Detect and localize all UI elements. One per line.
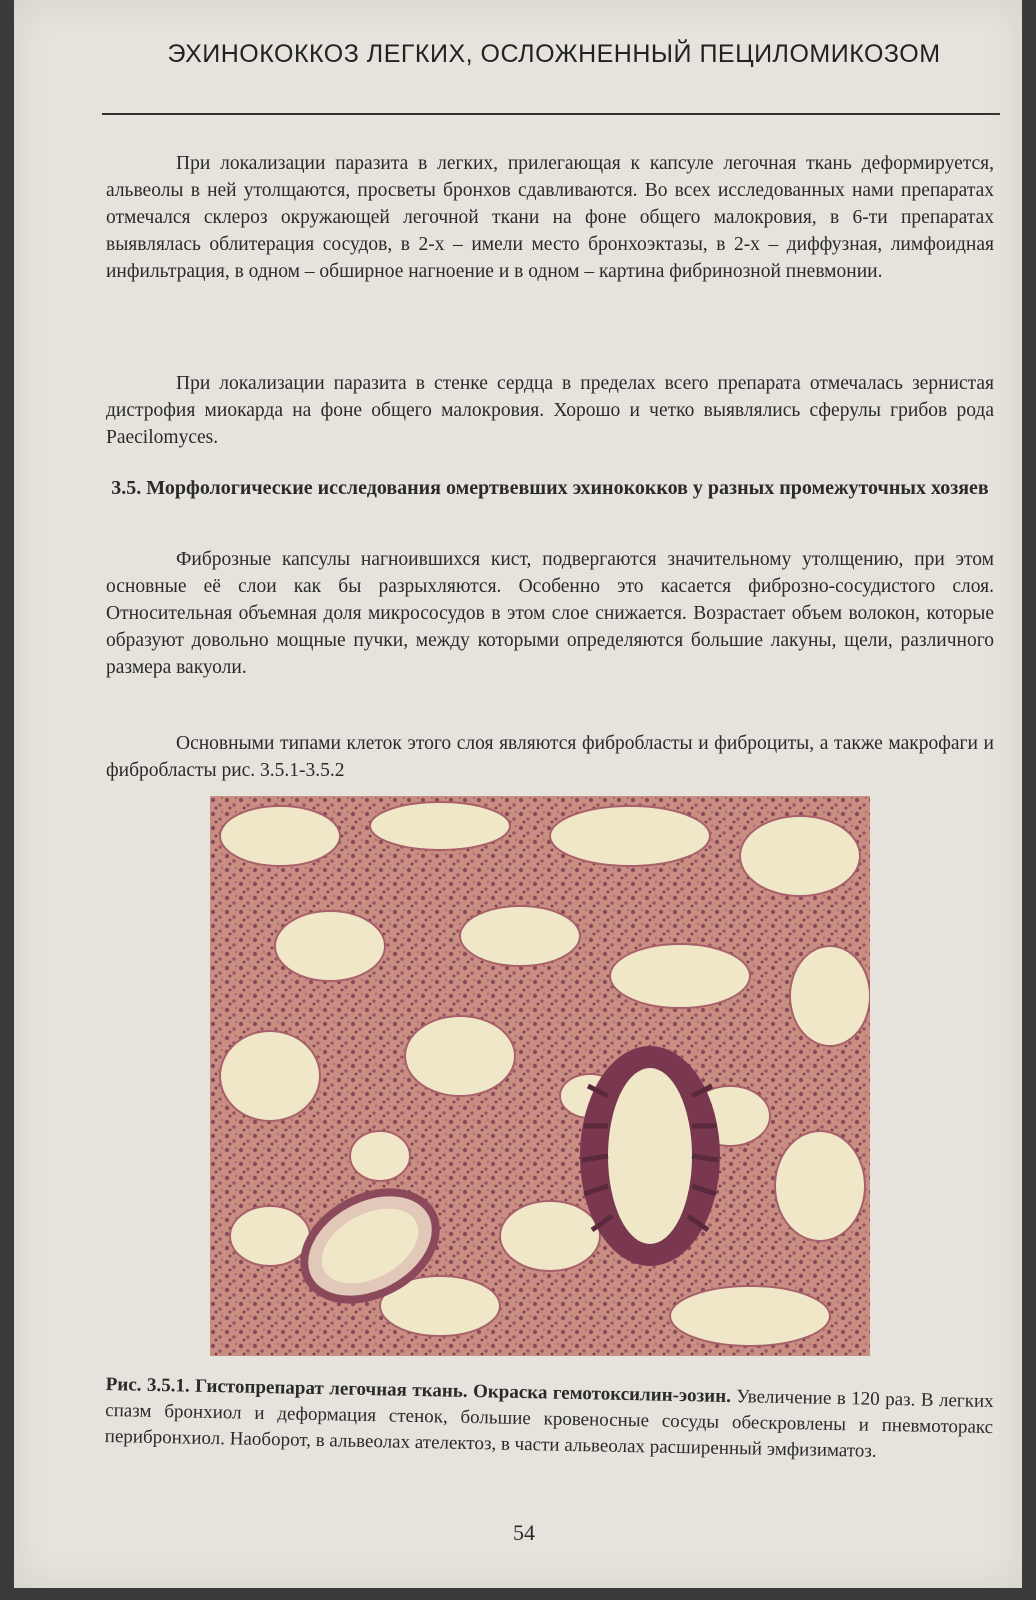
- paragraph-4: Основными типами клеток этого слоя являются фибробласты и фиброциты, а также макрофаги и фибробласты рис. 3.5.1-3.5.2: [106, 733, 994, 781]
- micrograph-image: [210, 796, 870, 1356]
- paragraph-1: При локализации паразита в легких, прилегающая к капсуле легочная ткань деформируется, альвеолы в ней утолщаются, просветы бронхов сдавливаются. Во всех исследованных нами препаратах отмечался склероз окружающей легочной ткани на фоне общего малокровия, в 6-ти препаратах выявлялась облитерация сосудов, в 2-х – имели место бронхоэктазы, в 2-х – диффузная, лимфоидная инфильтрация, в одном – обширное нагноение и в одном – картина фибринозной пневмонии.: [106, 153, 994, 282]
- section-title: 3.5. Морфологические исследования омертвевших эхинококков у разных промежуточных хозяев: [111, 477, 989, 499]
- paragraph-2: При локализации паразита в стенке сердца в пределах всего препарата отмечалась зернистая дистрофия миокарда на фоне общего малокровия. Хорошо и четко выявлялись сферулы грибов рода Paecilomyces.: [106, 373, 994, 448]
- book-page: [14, 0, 1022, 1588]
- figure-caption: [105, 1372, 994, 1467]
- paragraph-3: Фиброзные капсулы нагноившихся кист, подвергаются значительному утолщению, при этом основные её слои как бы разрыхляются. Особенно это касается фиброзно-сосудистого слоя. Относительная объемная доля микрососудов в этом слое снижается. Возрастает объем волокон, которые образуют довольно мощные пучки, между которыми определяются большие лакуны, щели, различного размера вакуоли.: [106, 549, 994, 678]
- caption-label: Рис. 3.5.1.: [105, 1373, 190, 1397]
- header-rule: [102, 113, 1000, 115]
- page-number: 54: [513, 1520, 535, 1545]
- running-head: ЭХИНОКОККОЗ ЛЕГКИХ, ОСЛОЖНЕННЫЙ ПЕЦИЛОМИКОЗОМ: [167, 40, 941, 68]
- caption-title: Гистопрепарат легочная ткань. Окраска гемотоксилин-эозин.: [194, 1375, 732, 1407]
- bronchiole: [580, 1046, 720, 1266]
- histology-micrograph: [210, 796, 870, 1356]
- caption-text: Увеличение в 120 раз. В легких спазм бронхиол и деформация стенок, большие кровеносные сосуды обескровлены и пневмоторакс перибронхиол. Наоборот, в альвеолах ателектоз, в части альвеолах расширенный эмфизиматоз.: [104, 1386, 994, 1462]
